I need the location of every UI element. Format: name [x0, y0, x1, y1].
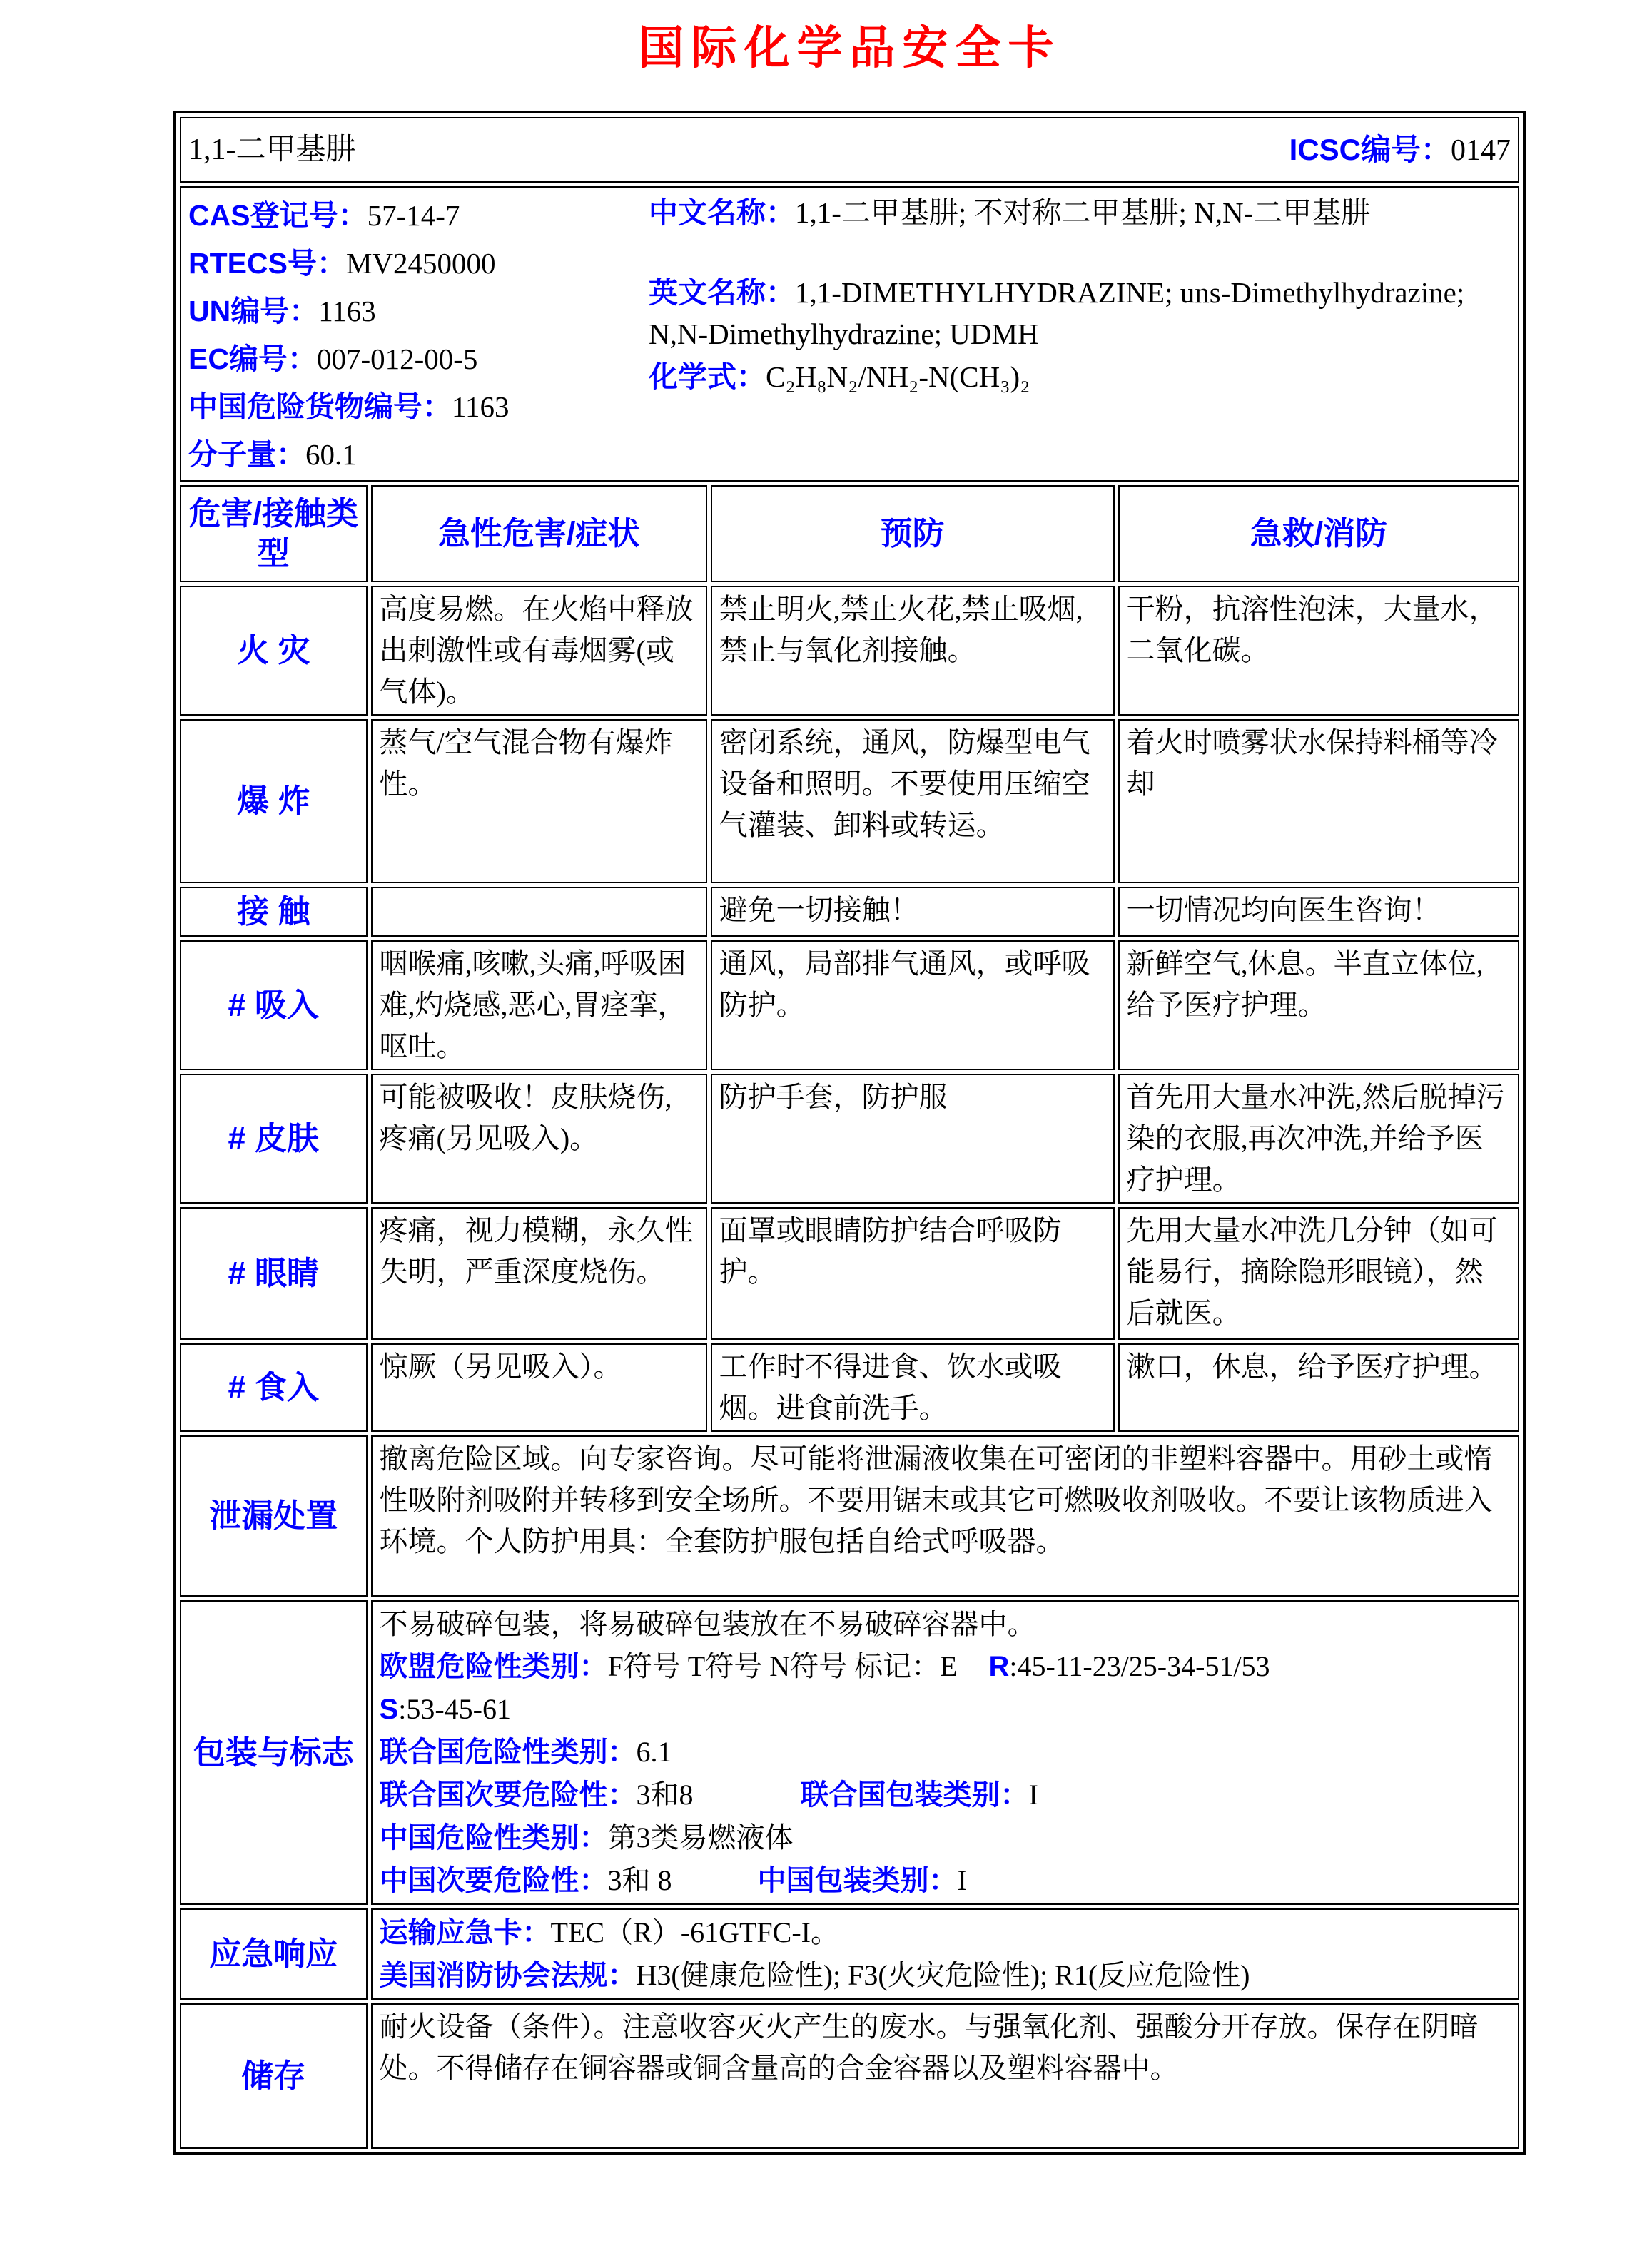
- cn-pack-value: I: [957, 1864, 967, 1896]
- cas-line: [188, 192, 649, 240]
- inhalation-row: [180, 940, 1519, 1070]
- icsc-value: 0147: [1451, 133, 1511, 167]
- firstaid-cell: 新鲜空气,休息。半直立体位,给予医疗护理。: [1118, 940, 1519, 1070]
- rtecs-line: [188, 240, 649, 288]
- s-phrases-label: S: [379, 1694, 399, 1725]
- firstaid-cell: 漱口，休息，给予医疗护理。: [1118, 1343, 1519, 1432]
- header-firstaid: 急救/消防: [1118, 485, 1519, 582]
- nfpa-line: [380, 1954, 1511, 1997]
- fire-row: [180, 586, 1519, 716]
- eu-class-value: F符号 T符号 N符号 标记：E: [607, 1650, 958, 1682]
- hazard-type-cell: # 食入: [180, 1343, 368, 1432]
- spill-text-cell: 撤离危险区域。向专家咨询。尽可能将泄漏液收集在可密闭的非塑料容器中。用砂土或惰性吸附剂吸附并转移到安全场所。不要用锯末或其它可燃吸收剂吸收。不要让该物质进入环境。个人防护用具：全套防护服包括自给式呼吸器。: [371, 1435, 1519, 1597]
- hazard-type-cell: 爆 炸: [180, 719, 368, 883]
- english-names: [649, 272, 1511, 355]
- rtecs-value: MV2450000: [345, 247, 496, 280]
- hazard-header-row: [180, 485, 1519, 582]
- un-pack-label: 联合国包装类别：: [800, 1779, 1029, 1811]
- eu-class-label: 欧盟危险性类别：: [379, 1651, 608, 1682]
- nfpa-value: H3(健康危险性); F3(火灾危险性); R1(反应危险性): [636, 1959, 1250, 1991]
- prevention-cell: 避免一切接触！: [711, 887, 1115, 937]
- firstaid-cell: 干粉，抗溶性泡沫，大量水，二氧化碳。: [1118, 586, 1519, 716]
- packaging-label-cell: 包装与标志: [180, 1600, 368, 1905]
- formula-label: 化学式：: [649, 360, 766, 393]
- contact-row: [180, 887, 1519, 937]
- un-class-label: 联合国危险性类别：: [379, 1736, 637, 1768]
- identifier-list: [188, 189, 649, 479]
- explosion-row: [180, 719, 1519, 883]
- un-sub-label: 联合国次要危险性：: [379, 1779, 637, 1811]
- hazard-type-cell: # 眼睛: [180, 1207, 368, 1340]
- china-dg-value: 1163: [452, 390, 510, 423]
- cn-sub-label: 中国次要危险性：: [379, 1865, 608, 1896]
- cn-names-value: 1,1-二甲基肼; 不对称二甲基肼; N,N-二甲基肼: [795, 196, 1371, 229]
- nfpa-label: 美国消防协会法规：: [379, 1960, 637, 1991]
- safety-card-table: [173, 111, 1526, 2155]
- prevention-cell: 通风，局部排气通风，或呼吸防护。: [711, 940, 1115, 1070]
- info-row: [180, 186, 1519, 482]
- prevention-cell: 密闭系统，通风，防爆型电气设备和照明。不要使用压缩空气灌装、卸料或转运。: [711, 719, 1115, 883]
- packaging-content-cell: [371, 1600, 1519, 1905]
- cn-class-label: 中国危险性类别：: [379, 1822, 608, 1853]
- china-dg-line: [188, 383, 649, 431]
- un-sub-line: [380, 1774, 1511, 1816]
- name-row: [180, 117, 1519, 183]
- un-sub-value: 3和8: [636, 1779, 694, 1811]
- r-phrases-label: R: [988, 1651, 1010, 1682]
- cn-names-label: 中文名称：: [649, 196, 795, 229]
- un-value: 1163: [318, 295, 376, 327]
- info-cell: [180, 186, 1519, 482]
- ec-value: 007-012-00-5: [316, 342, 478, 375]
- hazard-type-cell: # 吸入: [180, 940, 368, 1070]
- formula-value: C₂H₈N₂/NH₂-N(CH₃)₂: [766, 360, 1030, 393]
- firstaid-cell: 一切情况均向医生咨询！: [1118, 887, 1519, 937]
- name-cell: [180, 117, 1519, 183]
- eu-class-line: [380, 1645, 1511, 1688]
- storage-row: [180, 2003, 1519, 2149]
- names-block: [649, 189, 1511, 479]
- s-phrases-value: :53-45-61: [398, 1693, 511, 1725]
- skin-row: [180, 1074, 1519, 1204]
- header-prevention: 预防: [711, 485, 1115, 582]
- firstaid-cell: 首先用大量水冲洗,然后脱掉污染的衣服,再次冲洗,并给予医疗护理。: [1118, 1074, 1519, 1204]
- symptom-cell: 高度易燃。在火焰中释放出刺激性或有毒烟雾(或气体)。: [371, 586, 707, 716]
- cn-sub-value: 3和 8: [607, 1864, 672, 1896]
- icsc-number: [1289, 129, 1511, 171]
- firstaid-cell: 着火时喷雾状水保持料桶等冷却: [1118, 719, 1519, 883]
- packaging-line-1: 不易破碎包装，将易破碎包装放在不易破碎容器中。: [379, 1608, 1036, 1640]
- chemical-formula: [649, 356, 1511, 397]
- un-label: UN编号：: [188, 295, 319, 327]
- china-dg-label: 中国危险货物编号：: [188, 390, 452, 423]
- hazard-type-cell: 接 触: [180, 887, 368, 937]
- symptom-cell: 可能被吸收！皮肤烧伤,疼痛(另见吸入)。: [371, 1074, 707, 1204]
- un-line: [188, 288, 649, 335]
- firstaid-cell: 先用大量水冲洗几分钟（如可能易行，摘除隐形眼镜），然后就医。: [1118, 1207, 1519, 1340]
- en-names-value: 1,1-DIMETHYLHYDRAZINE; uns-Dimethylhydrazine; N,N-Dimethylhydrazine; UDMH: [649, 276, 1465, 350]
- packaging-row: [180, 1600, 1519, 1905]
- tec-value: TEC（R）-61GTFC-I。: [550, 1916, 839, 1948]
- prevention-cell: 防护手套，防护服: [711, 1074, 1115, 1204]
- ec-line: [188, 335, 649, 383]
- en-names-label: 英文名称：: [649, 276, 795, 309]
- header-hazard-type: 危害/接触类型: [180, 485, 368, 582]
- cn-pack-label: 中国包装类别：: [757, 1865, 958, 1896]
- spill-row: [180, 1435, 1519, 1597]
- storage-label-cell: 储存: [180, 2003, 368, 2149]
- ingestion-row: [180, 1343, 1519, 1432]
- emergency-row: [180, 1908, 1519, 2000]
- chinese-names: [649, 192, 1511, 233]
- cn-class-value: 第3类易燃液体: [607, 1821, 794, 1853]
- hazard-type-cell: # 皮肤: [180, 1074, 368, 1204]
- un-class-value: 6.1: [636, 1736, 672, 1768]
- rtecs-label: RTECS号：: [188, 247, 346, 280]
- hazard-type-cell: 火 灾: [180, 586, 368, 716]
- symptom-cell: 惊厥（另见吸入）。: [371, 1343, 707, 1432]
- eyes-row: [180, 1207, 1519, 1340]
- un-class-line: [380, 1731, 1511, 1774]
- prevention-cell: 禁止明火,禁止火花,禁止吸烟,禁止与氧化剂接触。: [711, 586, 1115, 716]
- storage-text-cell: 耐火设备（条件）。注意收容灭火产生的废水。与强氧化剂、强酸分开存放。保存在阴暗处。不得储存在铜容器或铜含量高的合金容器以及塑料容器中。: [371, 2003, 1519, 2149]
- emergency-content-cell: [371, 1908, 1519, 2000]
- symptom-cell: 咽喉痛,咳嗽,头痛,呼吸困难,灼烧感,恶心,胃痉挛，呕吐。: [371, 940, 707, 1070]
- r-phrases-value: :45-11-23/25-34-51/53: [1009, 1650, 1270, 1682]
- page-title: 国际化学品安全卡: [638, 22, 1061, 73]
- cn-sub-line: [380, 1859, 1511, 1902]
- molweight-line: [188, 431, 649, 479]
- molweight-value: 60.1: [305, 438, 357, 471]
- header-symptoms: 急性危害/症状: [371, 485, 707, 582]
- cn-class-line: [380, 1816, 1511, 1859]
- chemical-name: 1,1-二甲基肼: [188, 133, 356, 166]
- molweight-label: 分子量：: [188, 438, 305, 471]
- un-pack-value: I: [1028, 1779, 1038, 1811]
- spill-label-cell: 泄漏处置: [180, 1435, 368, 1597]
- emergency-label-cell: 应急响应: [180, 1908, 368, 2000]
- tec-line: [380, 1911, 1511, 1954]
- icsc-label: ICSC编号：: [1289, 132, 1451, 166]
- cas-value: 57-14-7: [367, 199, 460, 232]
- prevention-cell: 面罩或眼睛防护结合呼吸防护。: [711, 1207, 1115, 1340]
- tec-label: 运输应急卡：: [379, 1917, 551, 1948]
- cas-label: CAS登记号：: [188, 199, 368, 232]
- symptom-cell: [371, 887, 707, 937]
- ec-label: EC编号：: [188, 342, 317, 375]
- s-phrases-line: [380, 1688, 1511, 1731]
- prevention-cell: 工作时不得进食、饮水或吸烟。进食前洗手。: [711, 1343, 1115, 1432]
- symptom-cell: 疼痛，视力模糊，永久性失明，严重深度烧伤。: [371, 1207, 707, 1340]
- symptom-cell: 蒸气/空气混合物有爆炸性。: [371, 719, 707, 883]
